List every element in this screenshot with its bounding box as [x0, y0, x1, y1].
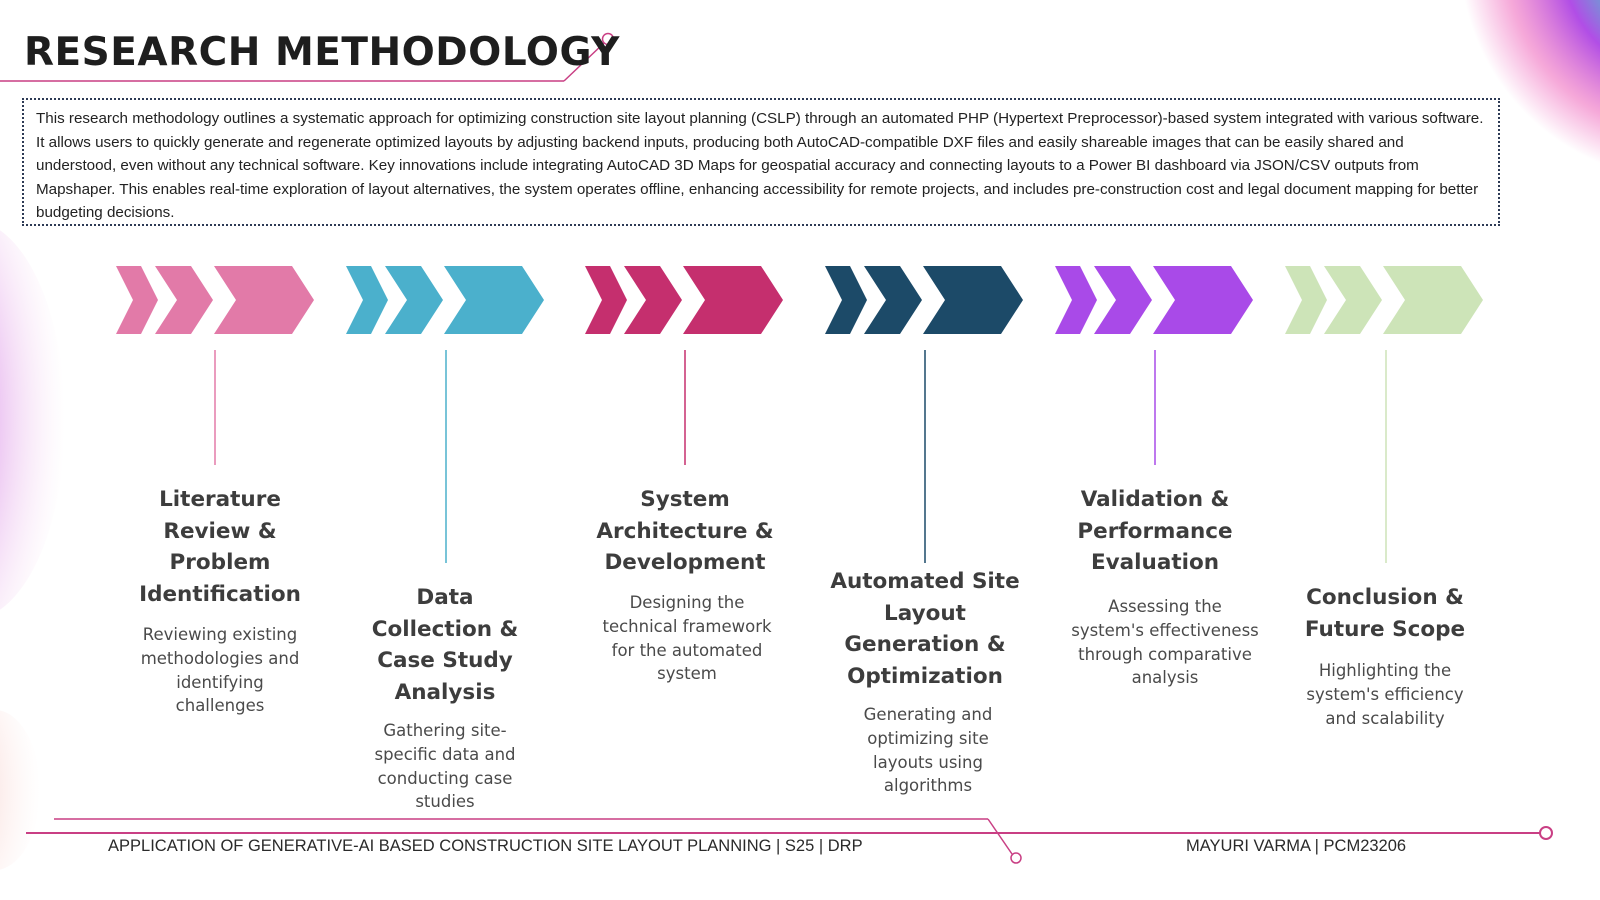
step-4-description: Generating and optimizing site layouts using algorithms — [863, 705, 993, 796]
step-2-description: Gathering site-specific data and conducting case studies — [374, 721, 516, 812]
step-5-title: Validation & Performance Evaluation — [1077, 487, 1233, 575]
step-6-description: Highlighting the system's efficiency and scalability — [1306, 661, 1464, 728]
step-2-chevron-small — [346, 266, 388, 334]
step-1-chevron-small — [116, 266, 158, 334]
step-4-chevron-medium — [864, 266, 922, 334]
footer-author: MAYURI VARMA | PCM23206 — [1186, 837, 1407, 855]
step-5-chevron-medium — [1094, 266, 1152, 334]
step-1-chevron-large — [214, 266, 314, 334]
step-3-description: Designing the technical framework for the automated system — [602, 593, 772, 684]
step-2-title: Data Collection & Case Study Analysis — [371, 585, 519, 705]
methodology-summary: This research methodology outlines a systematic approach for optimizing construction site layout planning (CSLP) through an automated PHP (Hypertext Preprocessor)-based system integrated with various software. It allows users to quickly generate and regenerate optimized layouts by adjusting backend inputs, producing both AutoCAD-compatible DXF files and easily shareable images that can be easily shared and understood, even without any technical software. Key innovations include integrating AutoCAD 3D Maps for geospatial accuracy and connecting layouts to a Power BI dashboard via JSON/CSV outputs from Mapshaper. This enables real-time exploration of layout alternatives, the system operates offline, enhancing accessibility for remote projects, and includes pre-construction cost and legal document mapping for better budgeting decisions. — [22, 98, 1500, 226]
step-4-title: Automated Site Layout Generation & Optimization — [830, 569, 1020, 689]
step-5-description: Assessing the system's effectiveness through comparative analysis — [1071, 597, 1259, 688]
step-1-title: Literature Review & Problem Identification — [139, 487, 301, 607]
step-6-chevron-medium — [1324, 266, 1382, 334]
step-3-chevron-large — [683, 266, 783, 334]
step-5-chevron-large — [1153, 266, 1253, 334]
step-3-title: System Architecture & Development — [596, 487, 774, 575]
step-4-chevron-small — [825, 266, 867, 334]
step-4-chevron-large — [923, 266, 1023, 334]
chevrons — [116, 266, 1483, 334]
step-5-chevron-small — [1055, 266, 1097, 334]
step-6-chevron-large — [1383, 266, 1483, 334]
step-6-chevron-small — [1285, 266, 1327, 334]
left-edge-glow — [0, 220, 65, 620]
footer-project-title: APPLICATION OF GENERATIVE-AI BASED CONSTRUCTION SITE LAYOUT PLANNING | S25 | DRP — [108, 837, 863, 855]
page-title: RESEARCH METHODOLOGY — [24, 30, 620, 75]
bottom-left-glow — [0, 710, 40, 870]
step-3-chevron-small — [585, 266, 627, 334]
step-2-chevron-medium — [385, 266, 443, 334]
step-1-chevron-medium — [155, 266, 213, 334]
step-1-description: Reviewing existing methodologies and identifying challenges — [140, 625, 300, 716]
step-3-chevron-medium — [624, 266, 682, 334]
step-2-chevron-large — [444, 266, 544, 334]
step-6-title: Conclusion & Future Scope — [1304, 585, 1466, 642]
